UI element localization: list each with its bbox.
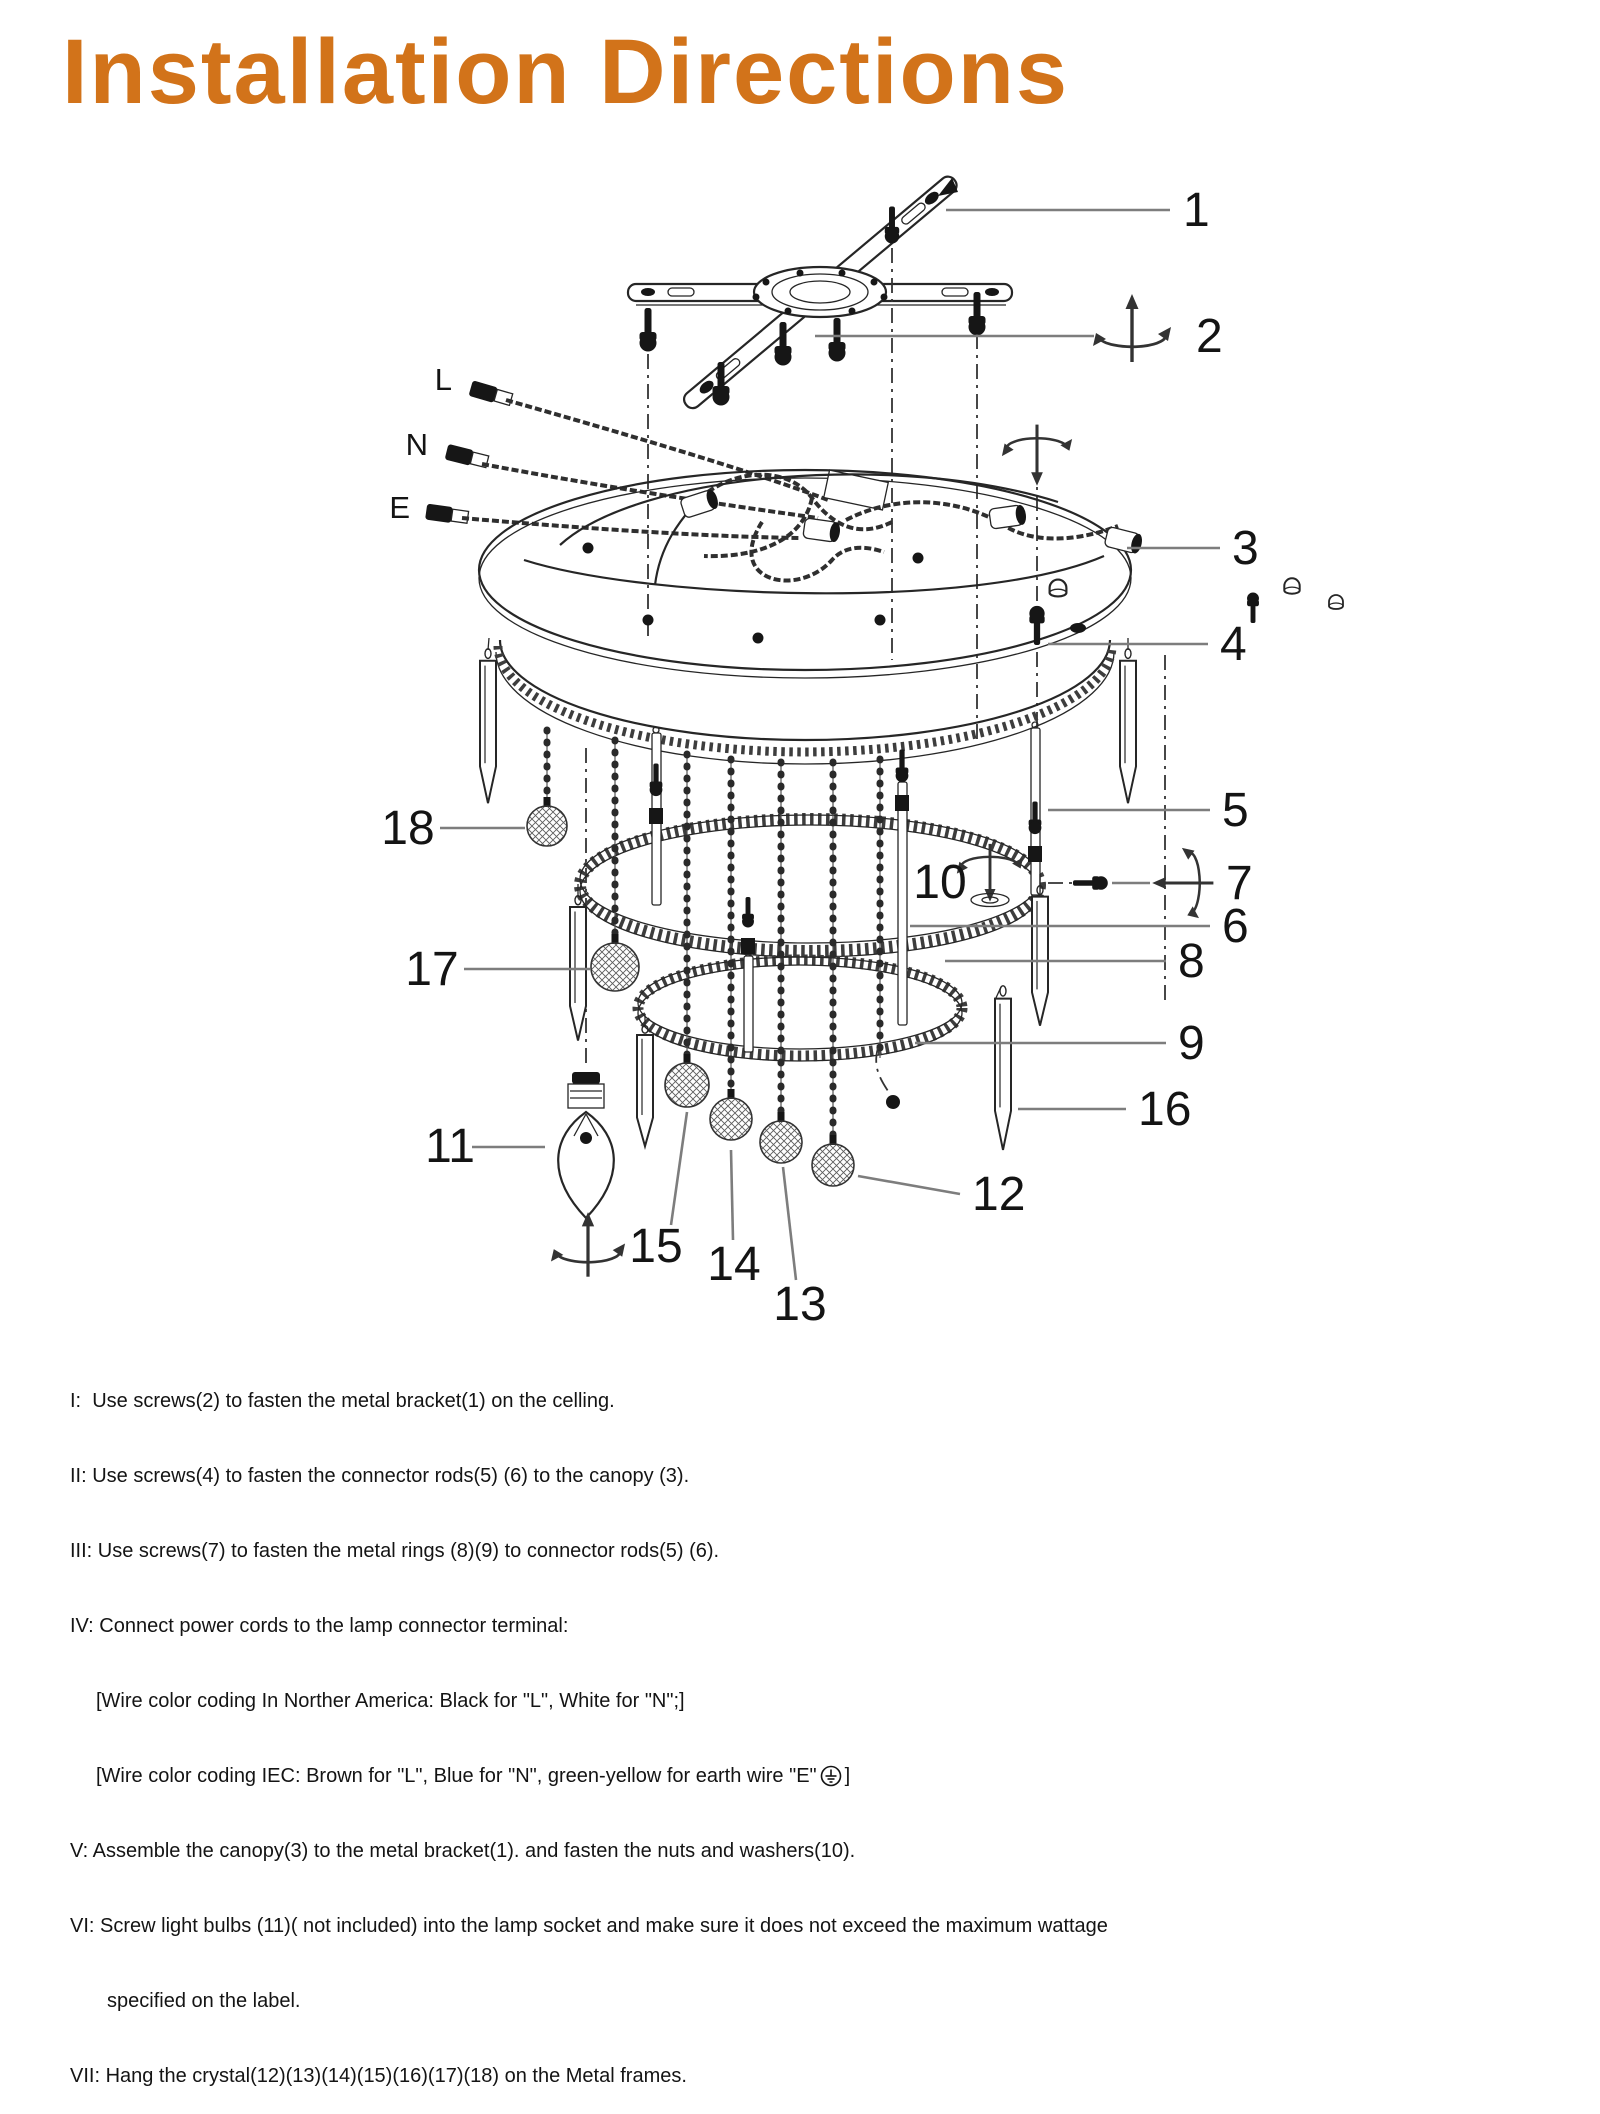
- canopy-screws: [1029, 578, 1343, 645]
- part-label-3: 3: [1232, 522, 1259, 575]
- screw-rotation-icon: [551, 1212, 625, 1277]
- light-bulb: [558, 1072, 614, 1218]
- lamp-socket: [1104, 526, 1144, 554]
- part-label-8: 8: [1178, 935, 1205, 988]
- part-label-13: 13: [773, 1278, 827, 1331]
- part-label-7: 7: [1226, 857, 1253, 910]
- screw-rotation-icon: [1152, 848, 1213, 918]
- instruction-step-1: I: Use screws(2) to fasten the metal bracket(1) on the celling.: [70, 1390, 615, 1412]
- part-label-9: 9: [1178, 1017, 1205, 1070]
- ring-upper: [580, 815, 1040, 957]
- wire-connector: [468, 380, 513, 407]
- part-label-10: 10: [913, 856, 967, 909]
- instruction-step-3: III: Use screws(7) to fasten the metal rings (8)(9) to connector rods(5) (6).: [70, 1540, 720, 1562]
- lamp-socket: [989, 504, 1027, 529]
- wire-label-neutral: N: [405, 427, 428, 462]
- wire-label-earth: E: [389, 490, 410, 525]
- part-label-1: 1: [1183, 184, 1210, 237]
- instruction-step-4: IV: Connect power cords to the lamp connector terminal:: [70, 1615, 569, 1637]
- part-label-6: 6: [1222, 900, 1249, 953]
- part-label-11: 11: [425, 1120, 475, 1173]
- installation-steps: [70, 1339, 1250, 2114]
- instruction-step-6: VI: Screw light bulbs (11)( not included) into the lamp socket and make sure it does not exceed the maximum wattage: [70, 1915, 1108, 1937]
- part-label-14: 14: [707, 1238, 761, 1291]
- part-label-5: 5: [1222, 784, 1249, 837]
- wire-label-live: L: [434, 362, 452, 397]
- screw-icon: [1073, 876, 1108, 890]
- terminal-block: [824, 470, 889, 510]
- instruction-step-2: II: Use screws(4) to fasten the connector rods(5) (6) to the canopy (3).: [70, 1465, 690, 1487]
- screw-rotation-icon: [1093, 294, 1171, 362]
- lamp-socket: [680, 488, 720, 518]
- instruction-step-6-cont: specified on the label.: [107, 1990, 301, 2012]
- screw-rotation-icon: [1002, 425, 1072, 486]
- instruction-step-5: V: Assemble the canopy(3) to the metal bracket(1). and fasten the nuts and washers(10).: [70, 1840, 856, 1862]
- part-label-18: 18: [381, 802, 435, 855]
- part-label-4: 4: [1220, 618, 1247, 671]
- part-label-15: 15: [629, 1220, 683, 1273]
- lamp-socket: [803, 518, 841, 543]
- power-wires: [389, 362, 828, 538]
- wire-connector: [425, 504, 469, 526]
- wire-coding-na-note: [Wire color coding In Norther America: Black for "L", White for "N";]: [96, 1690, 685, 1712]
- earth-ground-icon: [820, 1765, 842, 1787]
- connector-rods: [649, 722, 1042, 1052]
- part-label-2: 2: [1196, 310, 1223, 363]
- part-label-12: 12: [972, 1168, 1026, 1221]
- wire-coding-iec-note: [Wire color coding IEC: Brown for "L", Blue for "N", green-yellow for earth wire "E" ]: [96, 1765, 851, 1787]
- part-label-16: 16: [1138, 1083, 1192, 1136]
- page-title: Installation Directions: [62, 21, 1070, 123]
- instruction-step-7: VII: Hang the crystal(12)(13)(14)(15)(16)(17)(18) on the Metal frames.: [70, 2065, 687, 2087]
- part-label-17: 17: [405, 943, 459, 996]
